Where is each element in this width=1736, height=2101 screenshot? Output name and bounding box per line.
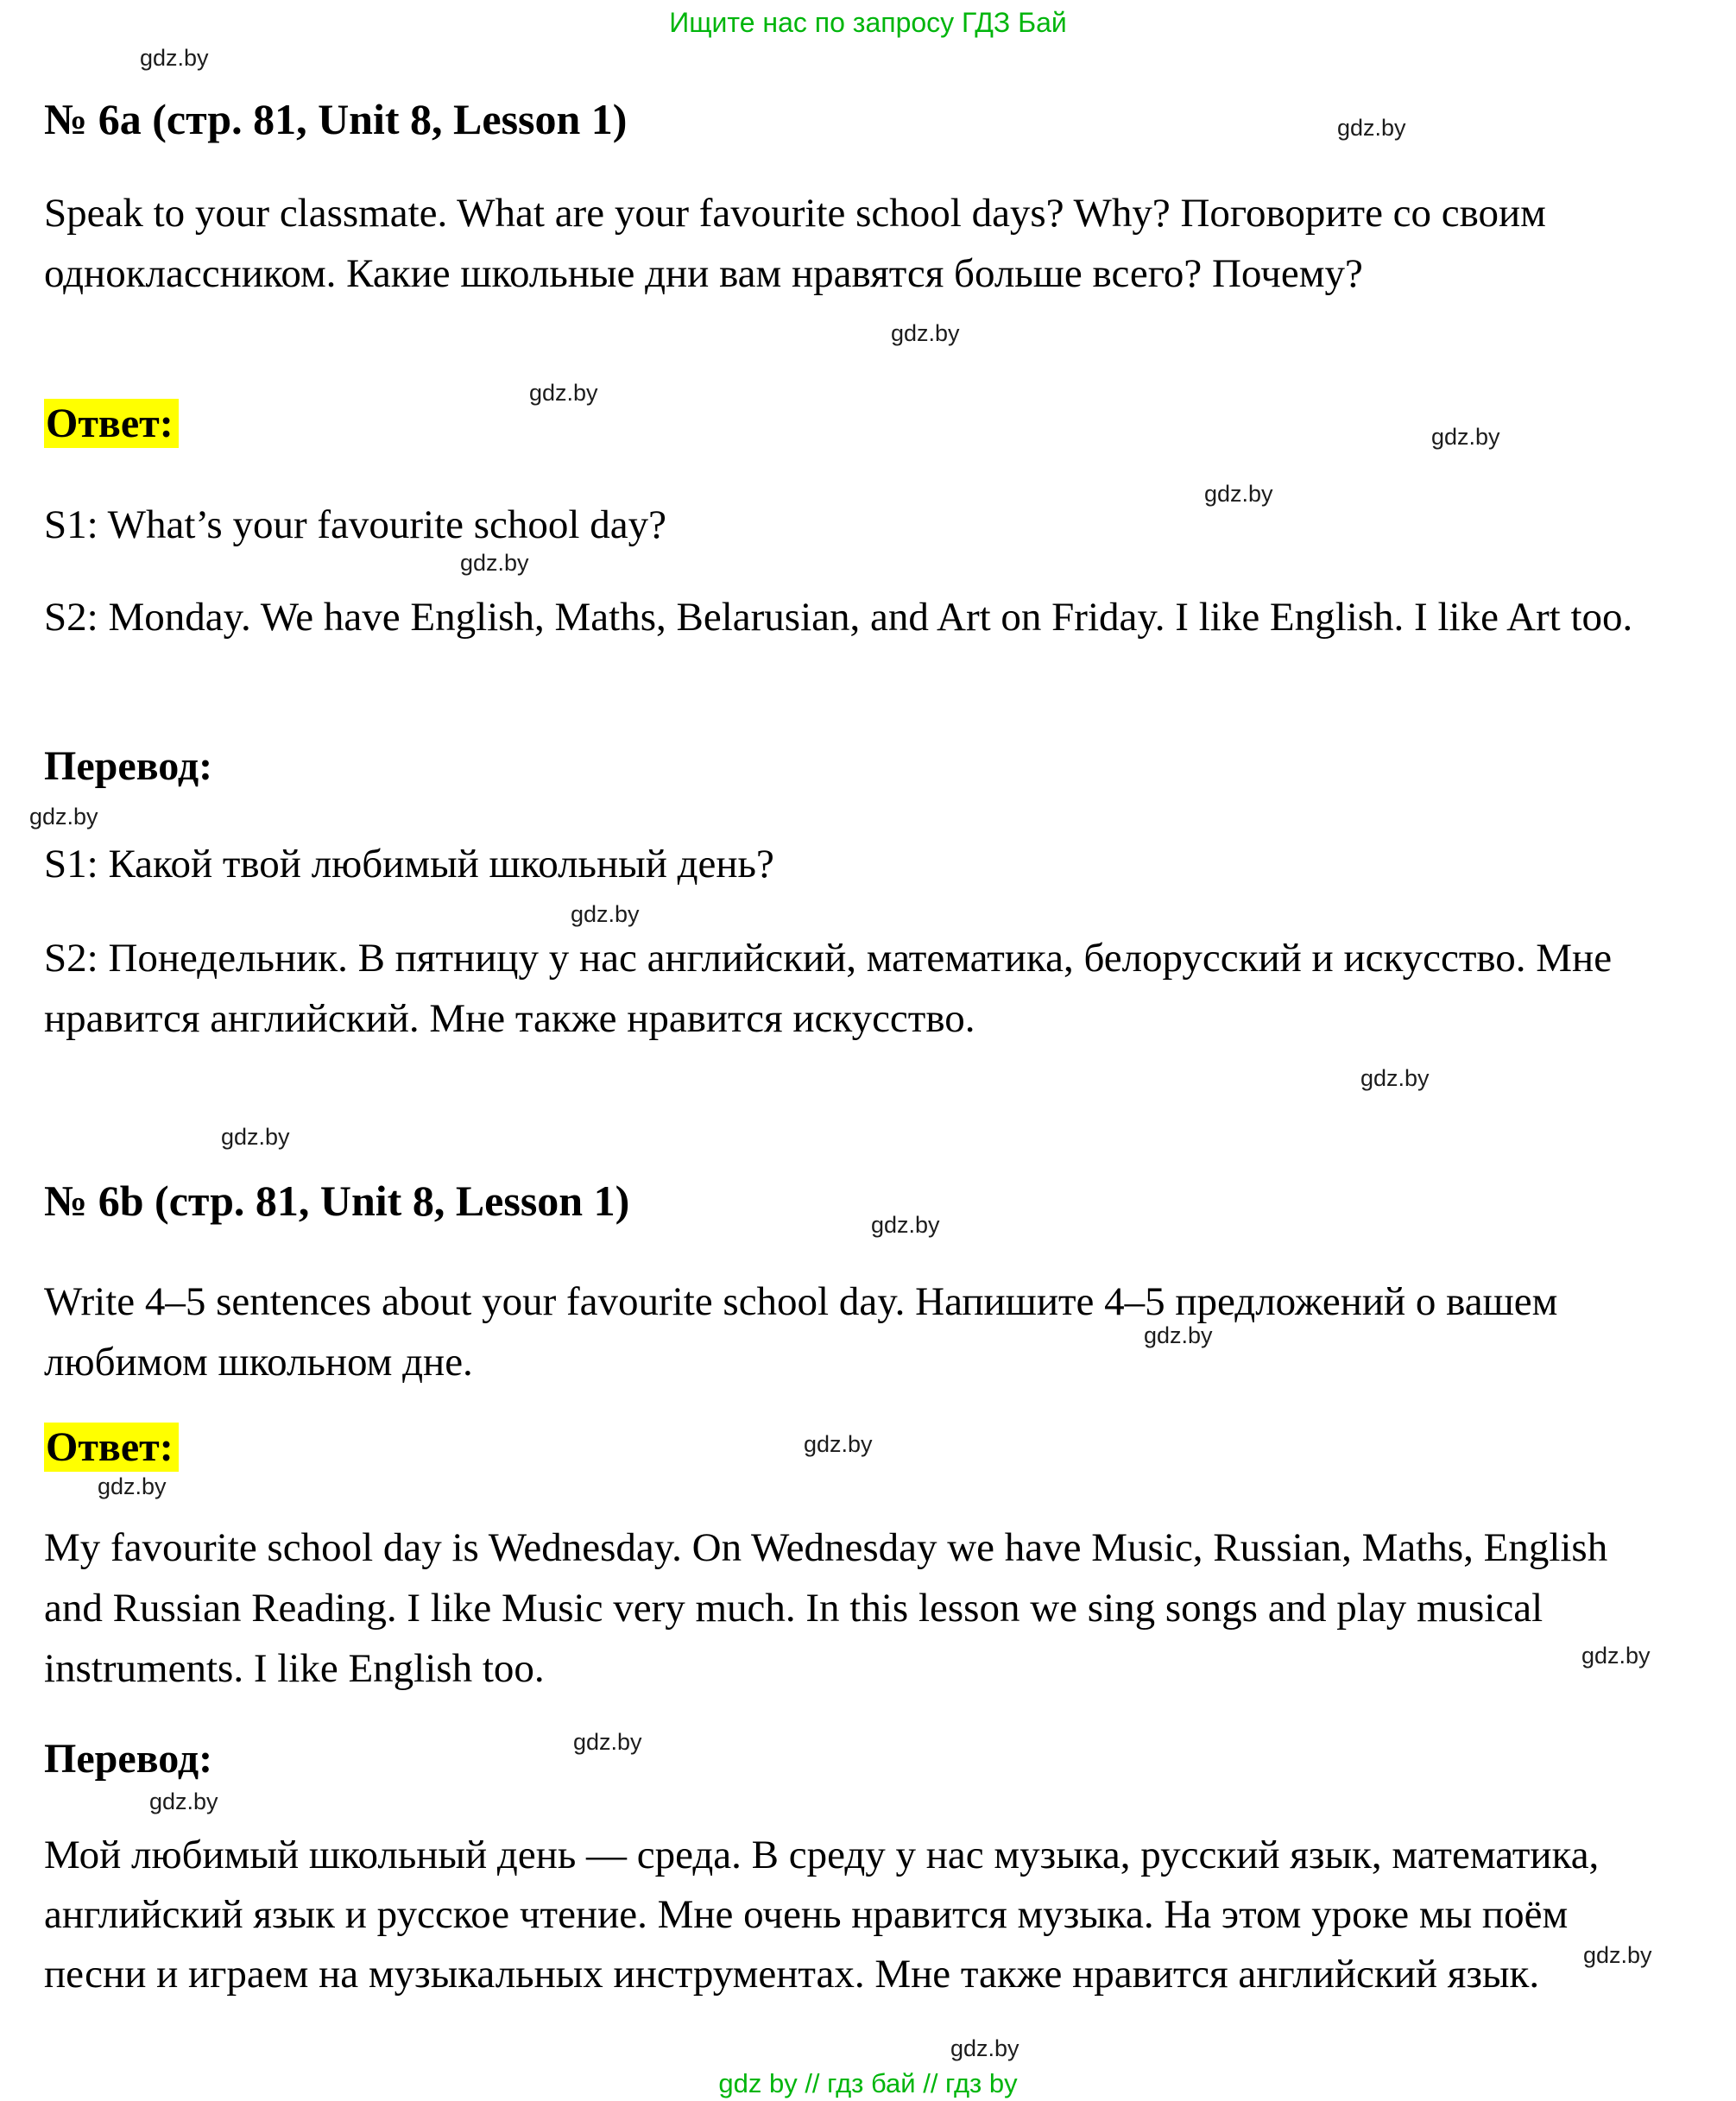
gdz-watermark: gdz.by [804,1431,873,1457]
gdz-watermark: gdz.by [529,380,598,406]
section-6a-answer-line-1: S1: What’s your favourite school day? [44,502,666,547]
gdz-watermark: gdz.by [1583,1942,1652,1968]
gdz-watermark: gdz.by [1360,1065,1430,1091]
gdz-watermark: gdz.by [29,804,98,830]
section-6a-translation-line-1: S1: Какой твой любимый школьный день? [44,842,774,886]
gdz-watermark: gdz.by [891,320,960,346]
gdz-watermark: gdz.by [871,1212,940,1238]
answer-label-highlight: Ответ: [44,1423,179,1472]
section-6a-translation-label: Перевод: [44,743,213,789]
section-6b-translation-label: Перевод: [44,1736,213,1782]
section-6a-heading: № 6a (стр. 81, Unit 8, Lesson 1) [44,95,628,143]
gdz-watermark: gdz.by [1144,1322,1213,1348]
gdz-watermark: gdz.by [221,1124,290,1150]
gdz-watermark: gdz.by [1431,424,1500,450]
section-6a-answer-line-2: S2: Monday. We have English, Maths, Belarusian, and Art on Friday. I like English. I like Art too. [44,595,1633,640]
top-banner: Ищите нас по запросу ГДЗ Бай [669,7,1067,38]
section-6b-answer-text: My favourite school day is Wednesday. On Wednesday we have Music, Russian, Maths, English and Russian Reading. I like Music very much. In this lesson we sing songs and play musical instruments. I like English too. [44,1525,1608,1691]
footer-links: gdz by // гдз бай // гдз by [718,2068,1018,2098]
gdz-watermark: gdz.by [1204,481,1273,507]
answer-label-highlight: Ответ: [44,399,179,448]
gdz-watermark: gdz.by [140,45,209,71]
gdz-watermark: gdz.by [950,2035,1020,2061]
section-6b-task: Write 4–5 sentences about your favourite school day. Напишите 4–5 предложений о вашем любимом школьном дне. [44,1279,1558,1385]
gdz-watermark: gdz.by [460,550,529,576]
gdz-watermark: gdz.by [149,1789,218,1814]
section-6b-translation-text: Мой любимый школьный день — среда. В среду у нас музыка, русский язык, математика, английский язык и русское чтение. Мне очень нравится музыка. На этом уроке мы поём песни и играем на музыкальных инструментах. Мне также нравится английский язык. [44,1833,1600,1997]
section-6a-answer-label [44,400,1651,448]
gdz-watermark: gdz.by [98,1473,167,1499]
gdz-watermark: gdz.by [1581,1643,1651,1669]
gdz-watermark: gdz.by [571,901,640,927]
gdz-watermark: gdz.by [1337,115,1406,141]
section-6a-task: Speak to your classmate. What are your favourite school days? Why? Поговорите со своим одноклассником. Какие школьные дни вам нравятся больше всего? Почему? [44,191,1546,296]
gdz-watermark: gdz.by [573,1729,642,1755]
section-6b-heading: № 6b (стр. 81, Unit 8, Lesson 1) [44,1177,630,1225]
section-6a-translation-line-2: S2: Понедельник. В пятницу у нас английский, математика, белорусский и искусство. Мне нравится английский. Мне также нравится искусство. [44,936,1613,1041]
